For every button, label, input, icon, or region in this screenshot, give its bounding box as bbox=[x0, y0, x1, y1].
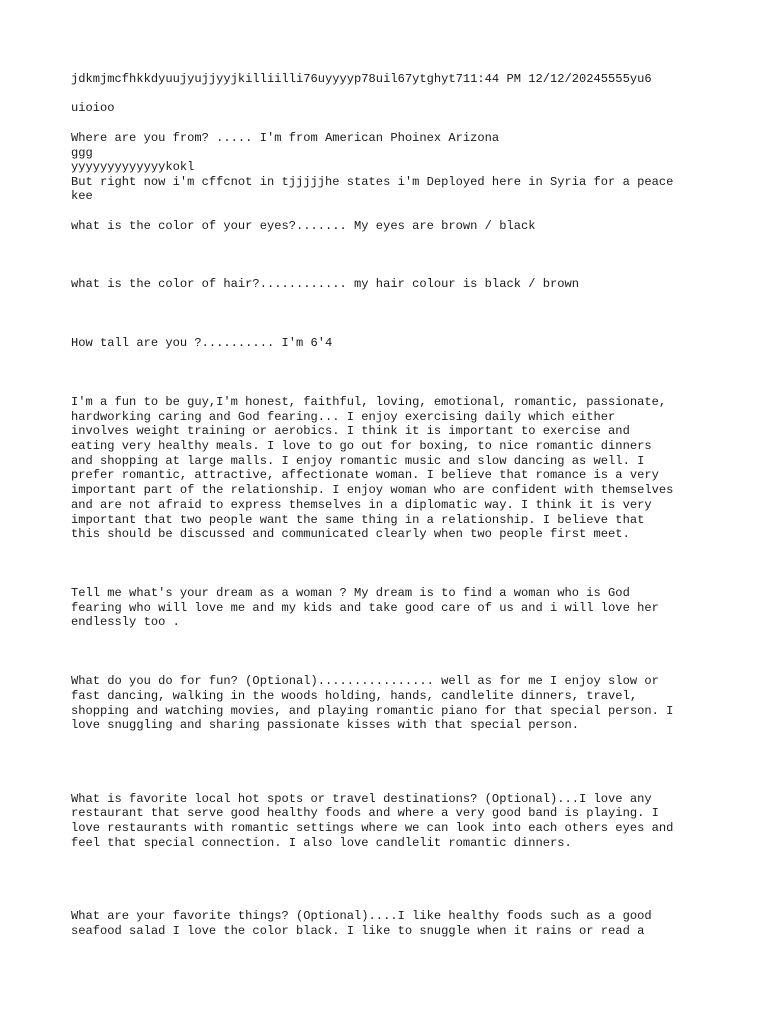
question-origin: Where are you from? ..... I'm from American Phoinex Arizona bbox=[71, 131, 500, 145]
dream-paragraph-line: endlessly too . bbox=[71, 615, 180, 629]
fun-paragraph-line: love snuggling and sharing passionate kisses with that special person. bbox=[71, 718, 580, 732]
header-line: jdkmjmcfhkkdyuujyujjyyjkilliilli76uyyyyp78uil67ytghyt711:44 PM 12/12/20245555yu6 bbox=[71, 72, 652, 86]
fun-paragraph-line: fast dancing, walking in the woods holding, hands, candlelite dinners, travel, bbox=[71, 689, 638, 703]
dream-paragraph-line: fearing who will love me and my kids and take good care of us and i will love her bbox=[71, 601, 659, 615]
about-paragraph-line: this should be discussed and communicated clearly when two people first meet. bbox=[71, 527, 630, 541]
hotspots-paragraph-line: What is favorite local hot spots or travel destinations? (Optional)...I love any bbox=[71, 792, 652, 806]
fun-paragraph-line: What do you do for fun? (Optional)................ well as for me I enjoy slow or bbox=[71, 674, 659, 688]
about-paragraph-line: and are not afraid to express themselves in a diplomatic way. I think it is very bbox=[71, 498, 652, 512]
question-height: How tall are you ?.......... I'm 6'4 bbox=[71, 336, 333, 350]
about-paragraph-line: important part of the relationship. I enjoy woman who are confident with themselves bbox=[71, 483, 674, 497]
hotspots-paragraph-line: feel that special connection. I also love candlelit romantic dinners. bbox=[71, 836, 572, 850]
text-line: uioioo bbox=[71, 101, 115, 115]
favorites-paragraph-line: seafood salad I love the color black. I like to snuggle when it rains or read a bbox=[71, 924, 645, 938]
about-paragraph-line: involves weight training or aerobics. I think it is important to exercise and bbox=[71, 424, 630, 438]
question-hair-color: what is the color of hair?............ my hair colour is black / brown bbox=[71, 277, 580, 291]
about-paragraph-line: important that two people want the same thing in a relationship. I believe that bbox=[71, 513, 645, 527]
about-paragraph-line: eating very healthy meals. I love to go out for boxing, to nice romantic dinners bbox=[71, 439, 652, 453]
hotspots-paragraph-line: restaurant that serve good healthy foods and where a very good band is playing. I bbox=[71, 806, 659, 820]
dream-paragraph-line: Tell me what's your dream as a woman ? My dream is to find a woman who is God bbox=[71, 586, 630, 600]
favorites-paragraph-line: What are your favorite things? (Optional)....I like healthy foods such as a good bbox=[71, 909, 652, 923]
text-line: yyyyyyyyyyyyykokl bbox=[71, 160, 195, 174]
about-paragraph-line: hardworking caring and God fearing... I enjoy exercising daily which either bbox=[71, 410, 616, 424]
about-paragraph-line: I'm a fun to be guy,I'm honest, faithful, loving, emotional, romantic, passionate, bbox=[71, 395, 667, 409]
about-paragraph-line: and shopping at large malls. I enjoy romantic music and slow dancing as well. I bbox=[71, 454, 645, 468]
text-line: ggg bbox=[71, 146, 93, 160]
fun-paragraph-line: shopping and watching movies, and playing romantic piano for that special person. I bbox=[71, 704, 674, 718]
text-line: kee bbox=[71, 189, 93, 203]
about-paragraph-line: prefer romantic, attractive, affectionate woman. I believe that romance is a very bbox=[71, 468, 659, 482]
text-line: But right now i'm cffcnot in tjjjjjhe states i'm Deployed here in Syria for a peace bbox=[71, 175, 674, 189]
hotspots-paragraph-line: love restaurants with romantic settings where we can look into each others eyes and bbox=[71, 821, 674, 835]
question-eye-color: what is the color of your eyes?....... My eyes are brown / black bbox=[71, 219, 536, 233]
